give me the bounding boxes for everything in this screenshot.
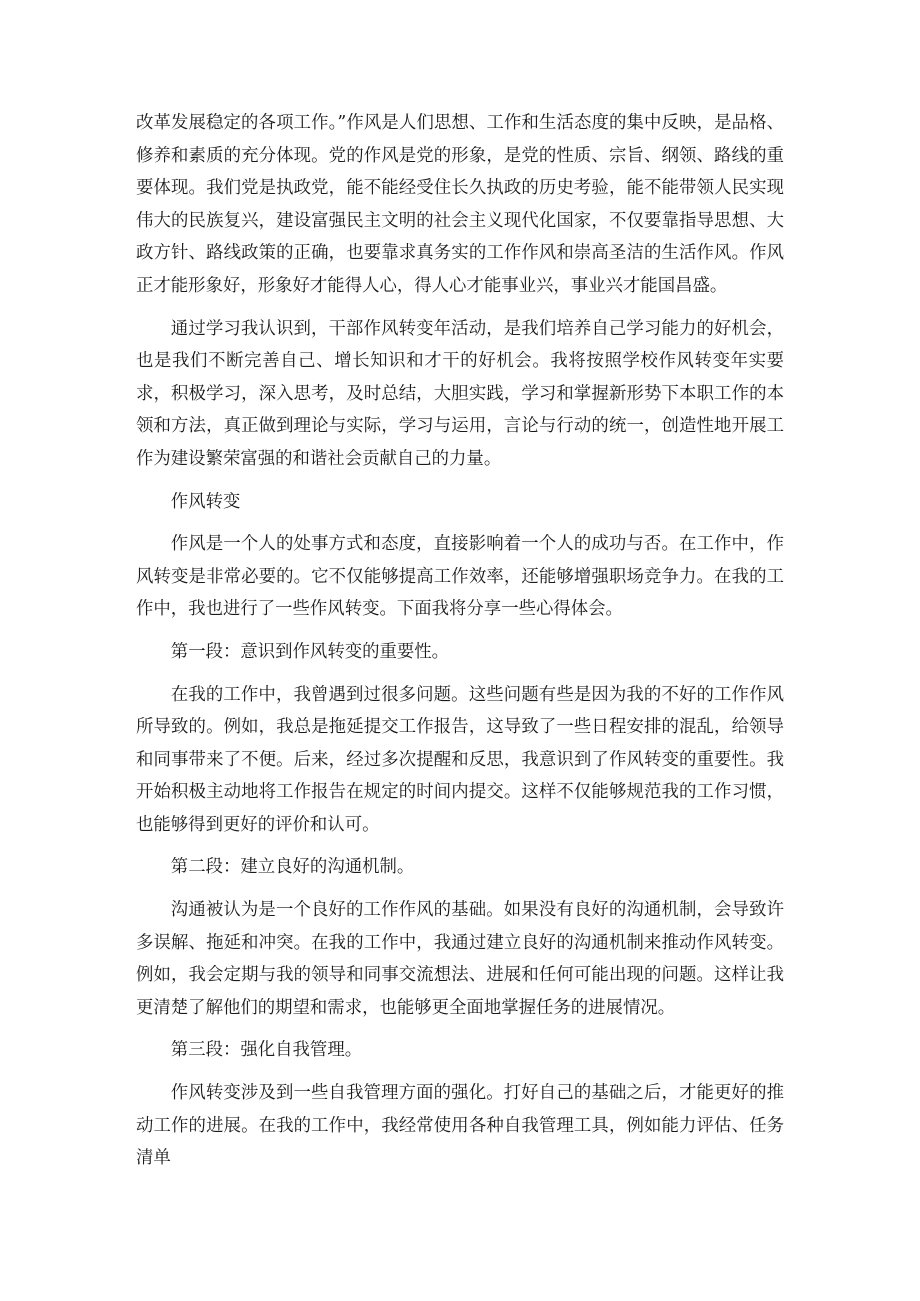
section-heading-2: 第二段：建立良好的沟通机制。 — [170, 857, 415, 878]
paragraph-section-2: 沟通被认为是一个良好的工作作风的基础。如果没有良好的沟通机制，会导致许多误解、拖延和冲突。在我的工作中，我通过建立良好的沟通机制来推动作风转变。例如，我会定期与我的领导和同事交流想法、进展和任何可能出现的问题。这样让我更清楚了解他们的期望和需求，也能够更全面地掌握任务的进展情况。 — [136, 900, 784, 1018]
paragraph-continuation: 改革发展稳定的各项工作。”作风是人们思想、工作和生活态度的集中反映，是品格、修养和素质的充分体现。党的作风是党的形象，是党的性质、宗旨、纲领、路线的重要体现。我们党是执政党，能不能经受住长久执政的历史考验，能不能带领人民实现伟大的民族复兴，建设富强民主文明的社会主义现代化国家，不仅要靠指导思想、大政方针、路线政策的正确，也要靠求真务实的工作作风和崇高圣洁的生活作风。作风正才能形象好，形象好才能得人心，得人心才能事业兴，事业兴才能国昌盛。 — [136, 113, 784, 296]
section-heading-1: 第一段：意识到作风转变的重要性。 — [170, 641, 450, 662]
paragraph-learning: 通过学习我认识到，干部作风转变年活动，是我们培养自己学习能力的好机会，也是我们不断完善自己、增长知识和才干的好机会。我将按照学校作风转变年实要求，积极学习，深入思考，及时总结，大胆实践，学习和掌握新形势下本职工作的本领和方法，真正做到理论与实际，学习与运用，言论与行动的统一，创造性地开展工作为建设繁荣富强的和谐社会贡献自己的力量。 — [136, 318, 784, 469]
section-title: 作风转变 — [170, 491, 241, 512]
section-heading-3: 第三段：强化自我管理。 — [170, 1040, 363, 1061]
document-body — [136, 107, 784, 1185]
paragraph-intro: 作风是一个人的处事方式和态度，直接影响着一个人的成功与否。在工作中，作风转变是非常必要的。它不仅能够提高工作效率，还能够增强职场竞争力。在我的工作中，我也进行了一些作风转变。下面我将分享一些心得体会。 — [136, 534, 784, 620]
paragraph-section-3: 作风转变涉及到一些自我管理方面的强化。打好自己的基础之后，才能更好的推动工作的进展。在我的工作中，我经常使用各种自我管理工具，例如能力评估、任务清单 — [136, 1083, 784, 1169]
paragraph-section-1: 在我的工作中，我曾遇到过很多问题。这些问题有些是因为我的不好的工作作风所导致的。例如，我总是拖延提交工作报告，这导致了一些日程安排的混乱，给领导和同事带来了不便。后来，经过多次提醒和反思，我意识到了作风转变的重要性。我开始积极主动地将工作报告在规定的时间内提交。这样不仅能够规范我的工作习惯，也能够得到更好的评价和认可。 — [136, 684, 784, 835]
